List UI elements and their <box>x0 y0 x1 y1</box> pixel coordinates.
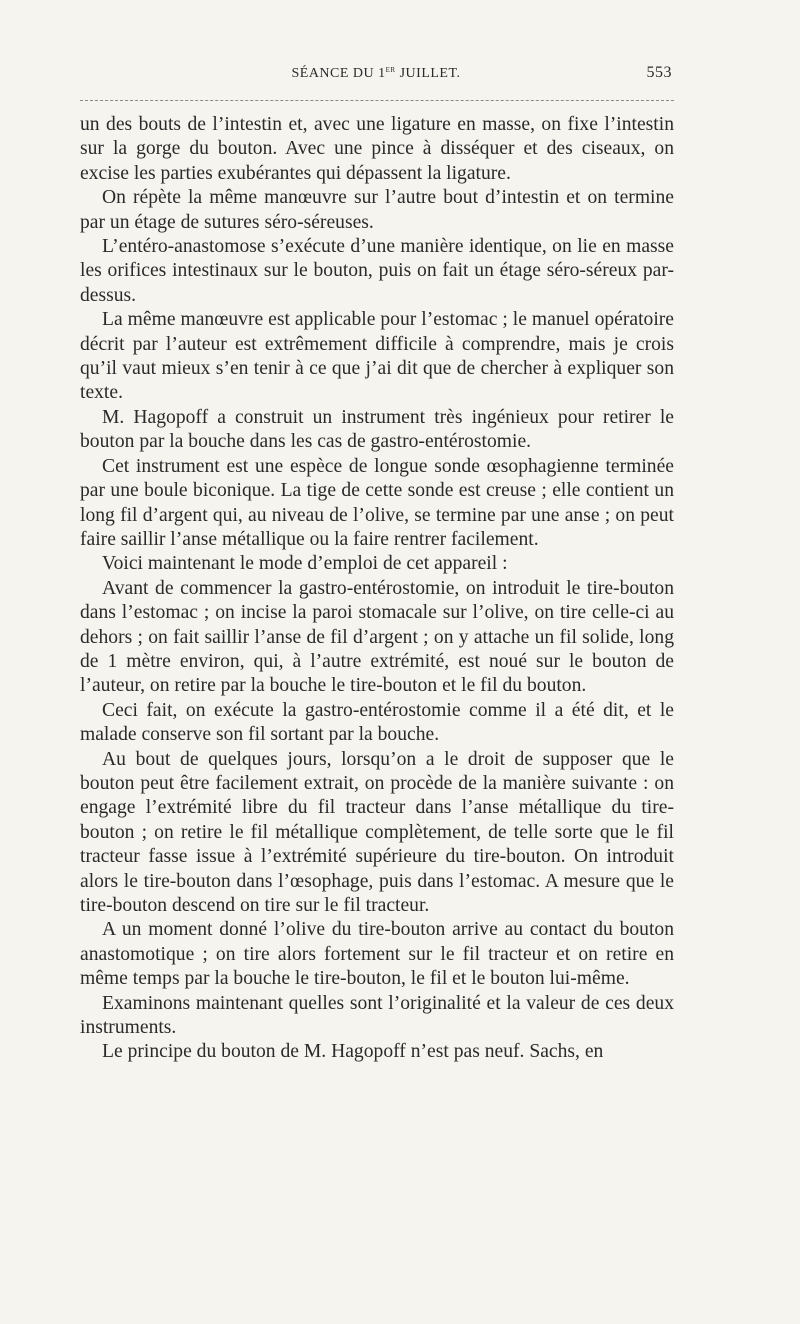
paragraph-1: un des bouts de l’intestin et, avec une ligature en masse, on fixe l’intestin sur la gorge du bouton. Avec une pince à disséquer et des ciseaux, on excise les parties exubérantes qui dépassent la ligature. <box>80 114 674 184</box>
paragraph-4: La même manœuvre est applicable pour l’estomac ; le manuel opératoire décrit par l’auteur est extrêmement difficile à comprendre, mais je crois qu’il vaut mieux s’en tenir à ce que j’ai dit que de chercher à expliquer son texte. <box>80 309 674 404</box>
running-head <box>80 64 672 86</box>
running-head-title-end: JUILLET. <box>395 66 461 81</box>
body-text <box>80 113 674 1065</box>
paragraph-10: Au bout de quelques jours, lorsqu’on a le droit de supposer que le bouton peut être facilement extrait, on procède de la manière suivante : on engage l’extrémité libre du fil tracteur dans l’anse métallique du tire-bouton ; on retire le fil métallique complètement, de telle sorte que le fil tracteur fasse issue à l’extrémité supérieure du tire-bouton. On introduit alors le tire-bouton dans l’œsophage, puis dans l’estomac. A mesure que le tire-bouton descend on tire sur le fil tracteur. <box>80 748 674 916</box>
paragraph-13: Le principe du bouton de M. Hagopoff n’est pas neuf. Sachs, en <box>102 1041 604 1063</box>
paragraph-5: M. Hagopoff a construit un instrument très ingénieux pour retirer le bouton par la bouche dans les cas de gastro-entérostomie. <box>80 406 674 453</box>
paragraph-8: Avant de commencer la gastro-entérostomie, on introduit le tire-bouton dans l’estomac ; on incise la paroi stomacale sur l’olive, on tire celle-ci au dehors ; on fait saillir l’anse de fil d’argent ; on y attache un fil solide, long de 1 mètre environ, qui, à l’autre extrémité, est noué sur le bouton de l’auteur, on retire par la bouche le tire-bouton et le fil du bouton. <box>80 577 674 697</box>
page-number: 553 <box>646 64 672 81</box>
paragraph-9: Ceci fait, on exécute la gastro-entérostomie comme il a été dit, et le malade conserve son fil sortant par la bouche. <box>80 699 674 746</box>
running-head-title-main: SÉANCE DU 1 <box>291 66 386 81</box>
header-rule <box>80 100 674 101</box>
paragraph-6: Cet instrument est une espèce de longue sonde œsophagienne terminée par une boule biconique. La tige de cette sonde est creuse ; elle contient un long fil d’argent qui, au niveau de l’olive, se termine par une anse ; on peut faire saillir l’anse métallique ou la faire rentrer facilement. <box>80 455 674 550</box>
running-head-title <box>80 64 672 82</box>
paragraph-7: Voici maintenant le mode d’emploi de cet appareil : <box>102 553 508 575</box>
paragraph-2: On répète la même manœuvre sur l’autre bout d’intestin et on termine par un étage de sutures séro-séreuses. <box>80 187 674 233</box>
running-head-title-superscript: er <box>385 64 396 75</box>
paragraph-11: A un moment donné l’olive du tire-bouton arrive au contact du bouton anastomotique ; on tire alors fortement sur le fil tracteur et on retire en même temps par la bouche le tire-bouton, le fil et le bouton lui-même. <box>80 919 674 990</box>
paragraph-12: Examinons maintenant quelles sont l’originalité et la valeur de ces deux instruments. <box>80 992 674 1039</box>
paragraph-3: L’entéro-anastomose s’exécute d’une manière identique, on lie en masse les orifices intestinaux sur le bouton, puis on fait un étage séro-séreux par-dessus. <box>80 236 674 306</box>
